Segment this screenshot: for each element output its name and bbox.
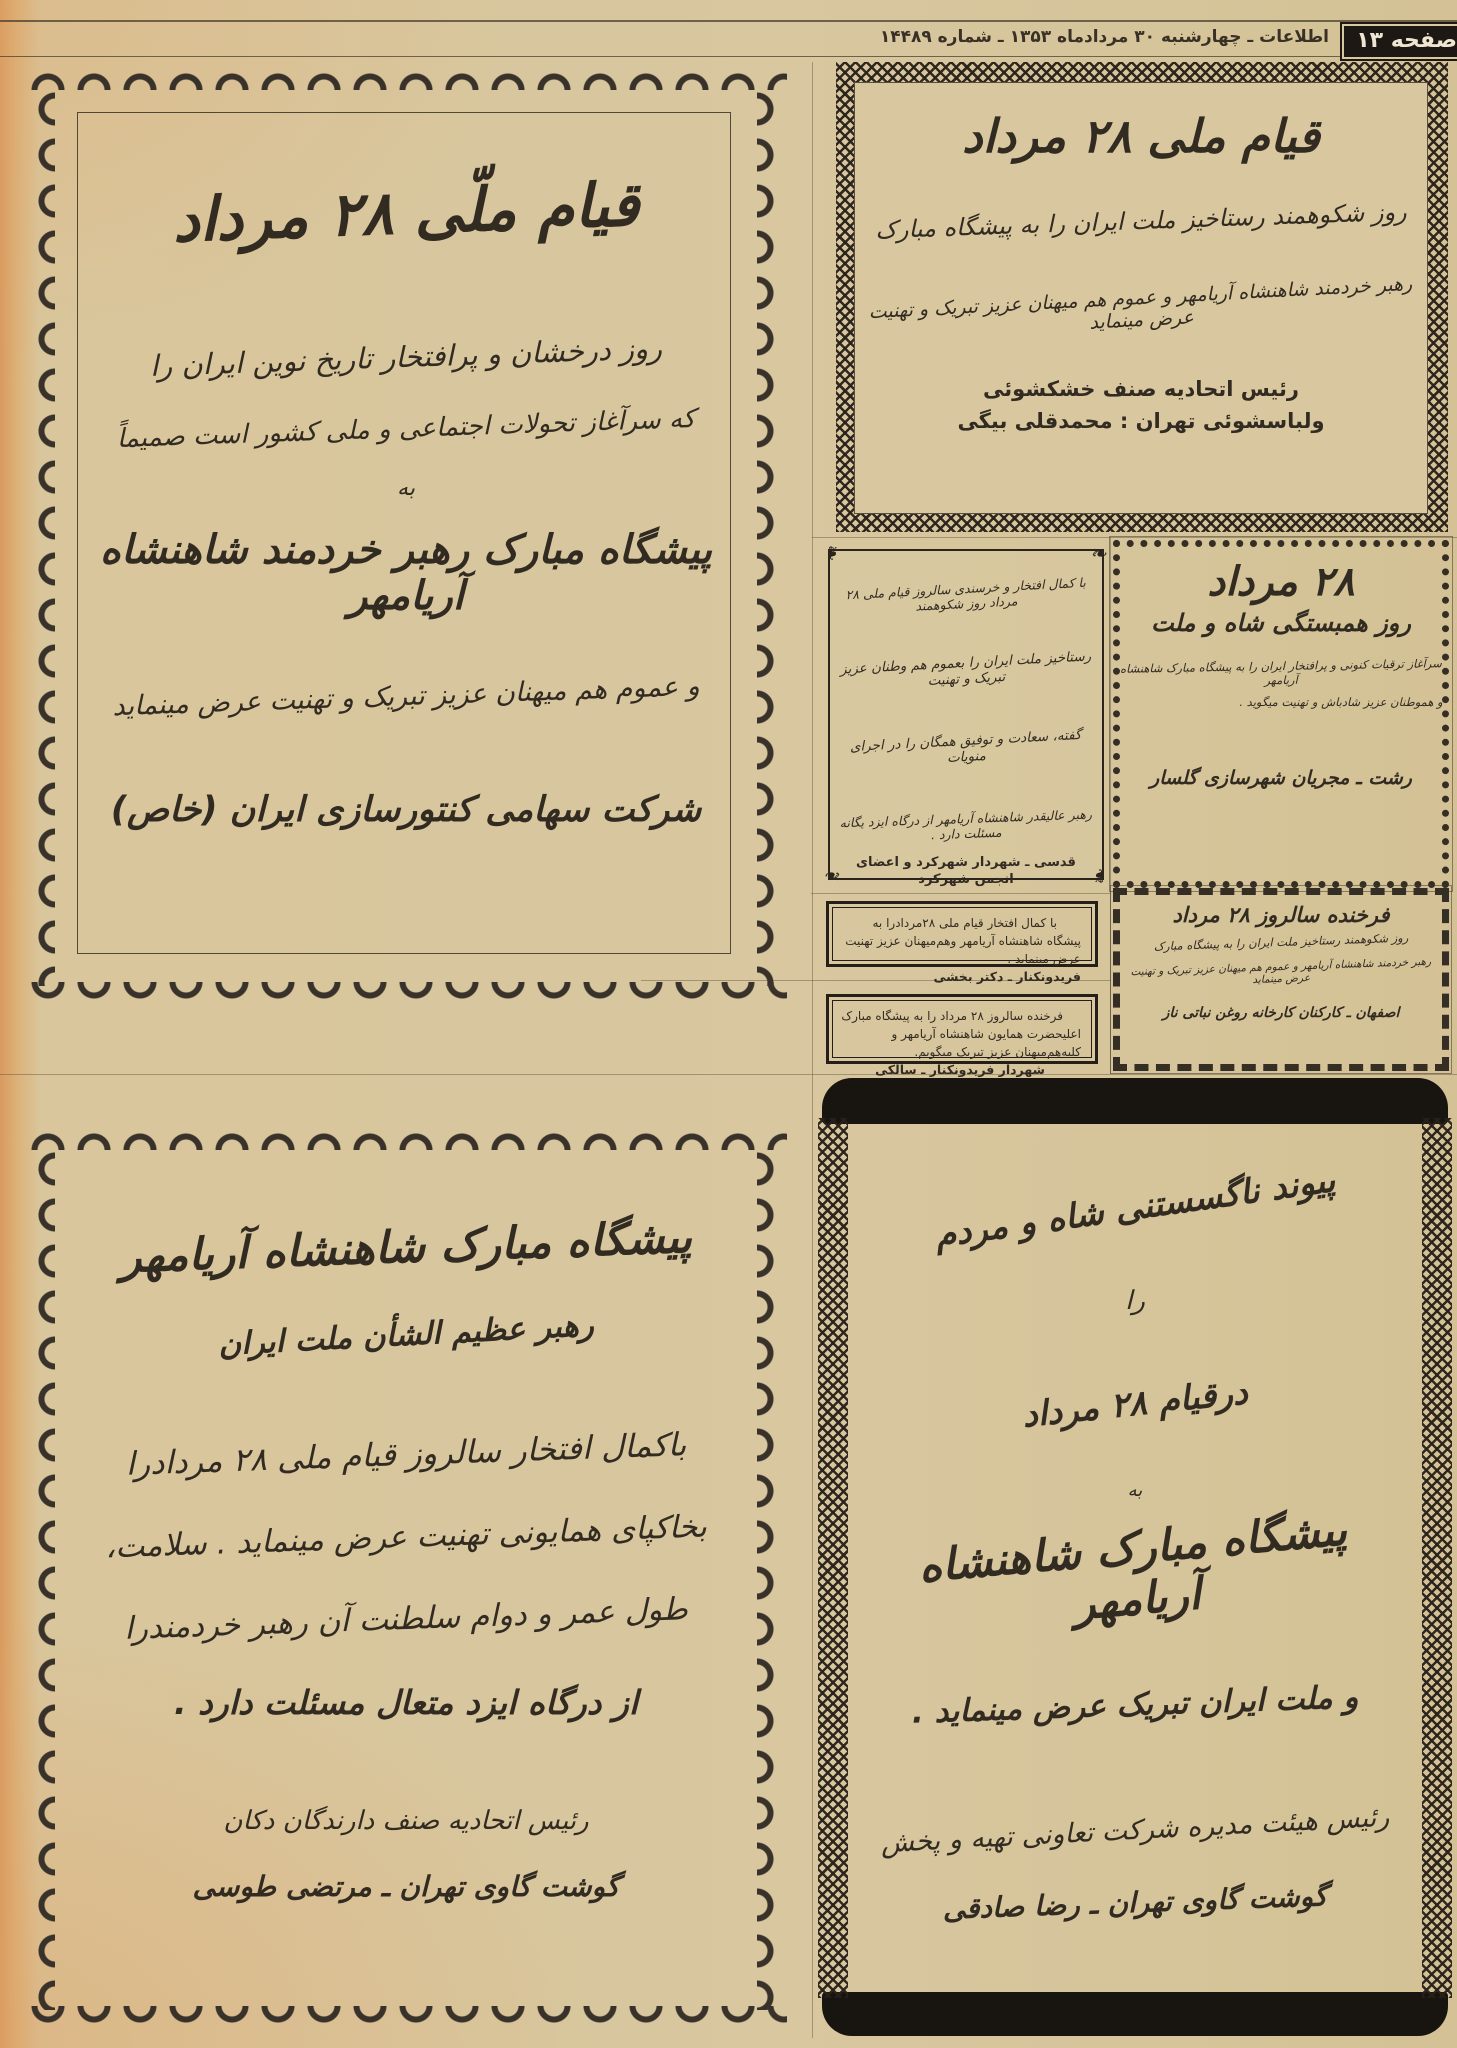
ad-naz-oil-isfahan (1113, 888, 1449, 1071)
ad-line: و ملت ایران تبریک عرض مینماید . (911, 1679, 1359, 1731)
ad-line: رهبر خردمند شاهنشاه آریامهر و عموم هم میهنان عزیز تبریک و تهنیت عرض مینماید (1130, 955, 1432, 987)
ad-body: فرخنده سالروز ۲۸ مرداد را به پیشگاه مبارک اعلیحضرت همایون شاهنشاه آریامهر و کلیه‌هم‌میهنان عزیز تبریک میگویم. (841, 1009, 1081, 1059)
corner-fleuron-icon (1091, 543, 1108, 563)
ad-line: گفته، سعادت و توفیق همگان را در اجرای منویات (849, 726, 1082, 766)
ad-line: روز شکوهمند رستاخیز ملت ایران را به پیشگاه مبارک (1153, 930, 1409, 954)
ad-subtitle: روز همبستگی شاه و ملت (1151, 609, 1411, 637)
header-rule-bottom (0, 56, 1457, 57)
ad-signature: ولباسشوئی تهران : محمدقلی بیگی (957, 409, 1325, 433)
ad-title: ۲۸ مرداد (1207, 559, 1355, 605)
scallop-border-left (25, 1146, 55, 2010)
ad-signature: رئیس اتحادیه صنف دارندگان دکان (223, 1806, 589, 1836)
ad-signature: فریدونکنار ـ دکتر بخشی (933, 969, 1081, 984)
ad-line: از درگاه ایزد متعال مسئلت دارد . (174, 1683, 638, 1722)
scallop-border-top (25, 60, 787, 90)
ad-lead: به (1127, 1480, 1143, 1501)
ad-line: رهبر عالیقدر شاهنشاه آریامهر از درگاه ایزد یگانه مسئلت دارد . (839, 806, 1093, 843)
black-bar-bottom (822, 1992, 1448, 2036)
ad-saleki-fereydunkenar (826, 994, 1098, 1077)
ad-line: روز درخشان و پرافتخار تاریخ نوین ایران را (149, 331, 663, 383)
ad-line: رهبر عظیم الشأن ملت ایران (217, 1307, 595, 1363)
section-rule (811, 893, 1111, 894)
ad-line: که سرآغاز تحولات اجتماعی و ملی کشور است صمیماً (116, 403, 696, 455)
ad-dry-cleaning-union (836, 62, 1448, 532)
ad-line: رستاخیز ملت ایران را بعموم هم وطنان عزیز تبریک و تهنیت (839, 648, 1092, 690)
ad-signature: رئیس اتحادیه صنف خشکشوئی (983, 377, 1299, 401)
ad-signature: انجمن شهرکرد (918, 872, 1014, 887)
ad-signature: اصفهان ـ کارکنان کارخانه روغن نباتی ناز (1162, 1005, 1400, 1021)
column-rule-vertical (812, 62, 813, 2038)
ad-main-line: پیشگاه مبارک شاهنشاه آریامهر (916, 1504, 1349, 1631)
ad-signature: شهردار فریدونکنار ـ سالکی (875, 1062, 1045, 1077)
ad-line: با کمال افتخار و خرسندی سالروز قیام ملی ۲۸ مرداد روز شکوهمند (845, 574, 1087, 614)
ad-line: و هموطنان عزیز شادباش و تهنیت میگوید . (1239, 695, 1443, 709)
header-rule-top (0, 20, 1457, 22)
ad-title: قیام ملّی ۲۸ مرداد (171, 169, 641, 257)
section-rule (812, 537, 1457, 538)
ad-main-line: پیشگاه مبارک شاهنشاه آریامهر (119, 1212, 693, 1283)
ad-title: فرخنده سالروز ۲۸ مرداد (1172, 903, 1390, 927)
ad-shahrekord-mayor (828, 549, 1104, 887)
ad-signature: رشت ـ مجریان شهرسازی گلسار (1150, 767, 1412, 789)
ad-counter-company (25, 60, 787, 1012)
ad-signature: گوشت گاوی تهران ـ رضا صادقی (942, 1879, 1328, 1926)
ad-line: درقیام ۲۸ مرداد (1020, 1372, 1250, 1436)
scallop-border-right (757, 1146, 787, 2010)
scallop-border-top (25, 1120, 787, 1150)
ad-golsar-rasht (1113, 540, 1449, 888)
page-number-badge: صفحه ۱۳ (1340, 22, 1457, 61)
ornate-column-right (1422, 1118, 1452, 1998)
ad-line: و عموم هم میهنان عزیز تبریک و تهنیت عرض مینماید (111, 670, 701, 723)
column-rule-vertical (1110, 537, 1111, 1074)
masthead: اطلاعات ـ چهارشنبه ۳۰ مردادماه ۱۳۵۳ ـ شماره ۱۴۴۸۹ (879, 27, 1329, 47)
ad-signature: قدسی ـ شهردار شهرکرد و اعضای (856, 855, 1076, 870)
ad-line: باکمال افتخار سالروز قیام ملی ۲۸ مردادرا (125, 1425, 687, 1483)
ad-beef-shop-union (25, 1120, 787, 2036)
ad-signature: شرکت سهامی کنتورسازی ایران (خاص) (110, 790, 702, 830)
ad-main-line: پیشگاه مبارک رهبر خردمند شاهنشاه آریامهر (100, 527, 712, 619)
ad-line: روز شکوهمند رستاخیز ملت ایران را به پیشگاه مبارک (874, 197, 1408, 245)
corner-fleuron-icon (822, 545, 842, 562)
ad-bakhshi-fereydunkenar (826, 901, 1098, 984)
scallop-border-bottom (25, 2006, 787, 2036)
ad-lead: به (397, 476, 415, 501)
ad-body: با کمال افتخار قیام ملی ۲۸مردادرا به پیشگاه شاهنشاه آریامهر وهم‌میهنان عزیز تهنیت عرض مینماید . (845, 916, 1081, 966)
ad-line: طول عمر و دوام سلطنت آن رهبر خردمندرا (123, 1591, 689, 1647)
scallop-border-left (25, 86, 55, 986)
black-bar-top (822, 1078, 1448, 1124)
ad-title: قیام ملی ۲۸ مرداد (962, 109, 1320, 163)
ad-signature: رئیس هیئت مدیره شرکت تعاونی تهیه و پخش (879, 1801, 1391, 1860)
ad-line: بخاکپای همایونی تهنیت عرض مینماید . سلامت، (104, 1508, 708, 1566)
ad-title: پیوند ناگسستنی شاه و مردم (932, 1160, 1338, 1256)
ad-signature: گوشت گاوی تهران ـ مرتضی طوسی (192, 1870, 620, 1903)
scallop-border-bottom (25, 982, 787, 1012)
ad-meat-cooperative (818, 1078, 1452, 2036)
section-rule (0, 1074, 1457, 1075)
ad-line: سرآغاز ترقیات کنونی و پرافتخار ایران را به پیشگاه مبارک شاهنشاه آریامهر (1119, 656, 1442, 688)
ad-line: رهبر خردمند شاهنشاه آریامهر و عموم هم میهنان عزیز تبریک و تهنیت عرض مینماید (868, 272, 1413, 334)
scallop-border-right (757, 86, 787, 986)
ornate-column-left (818, 1118, 848, 1998)
ad-word-ra: را (1125, 1286, 1145, 1316)
